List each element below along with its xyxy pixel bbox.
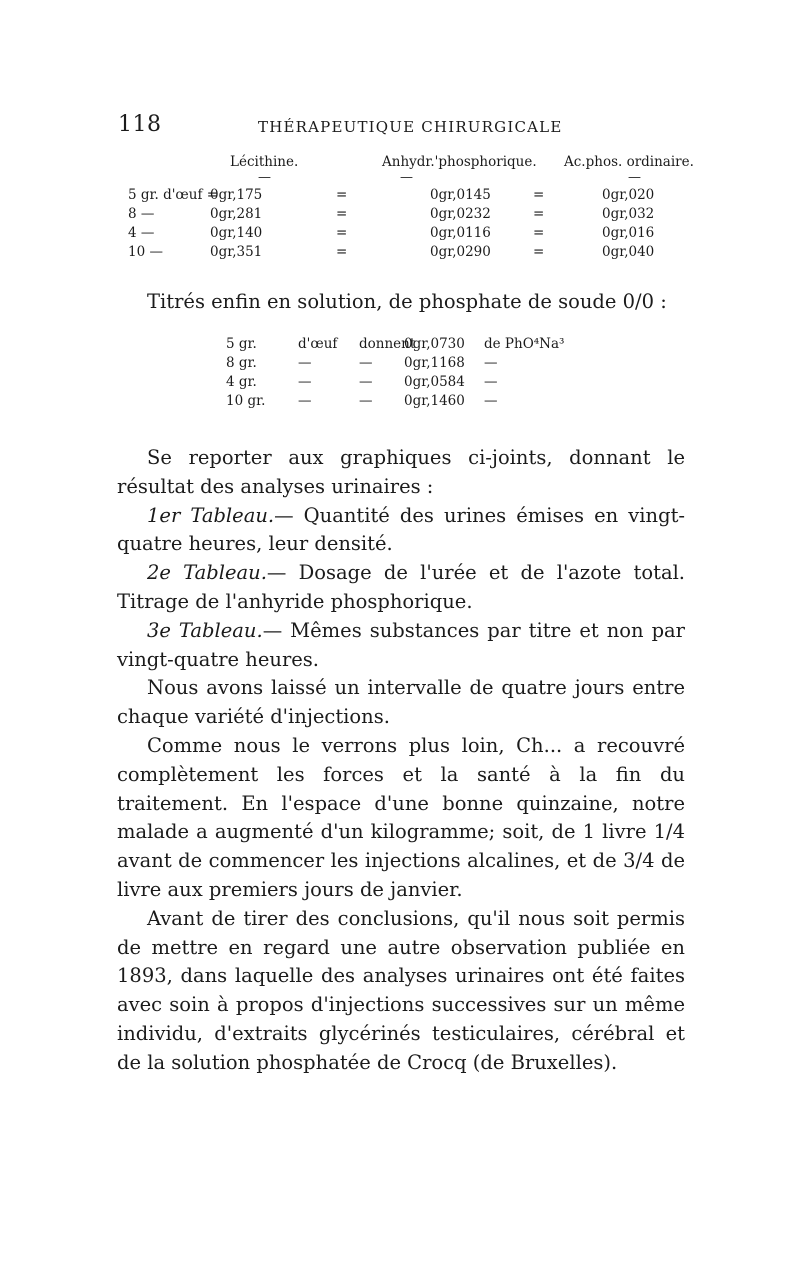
- table-row: [226, 336, 586, 355]
- row-label: 4 gr.: [226, 374, 257, 390]
- row-value: 0gr,1168: [404, 355, 465, 371]
- row-verb: donnent: [359, 336, 416, 352]
- body-text: [117, 444, 685, 1078]
- lecithine-value: 0gr,175: [210, 187, 263, 203]
- table-row: [226, 374, 586, 393]
- header-dash: —: [400, 170, 413, 185]
- col-header-acide: Ac.phos. ordinaire.: [564, 154, 694, 170]
- running-title: THÉRAPEUTIQUE CHIRURGICALE: [258, 118, 563, 136]
- equals-sign: =: [336, 244, 348, 260]
- acide-value: 0gr,032: [602, 206, 655, 222]
- paragraph-text: — Mêmes substances par titre et non par vingt-quatre heures.: [117, 618, 685, 671]
- section-heading: Titrés enfin en solution, de phosphate de soude 0/0 :: [147, 290, 667, 313]
- table-row: [226, 393, 586, 412]
- row-subject: —: [298, 355, 312, 371]
- tableau-label: 2e Tableau.: [147, 561, 267, 585]
- paragraph: Se reporter aux graphiques ci-joints, donnant le résultat des analyses urinaires :: [117, 446, 685, 498]
- col-header-anhydride: Anhydr.'phosphorique.: [382, 154, 537, 170]
- paragraph-text: — Dosage de l'urée et de l'azote total. Titrage de l'anhyride phosphorique.: [117, 561, 686, 613]
- row-unit: —: [484, 355, 498, 371]
- header-dash: —: [628, 170, 641, 185]
- anhydride-value: 0gr,0145: [430, 187, 491, 203]
- paragraph: Avant de tirer des conclusions, qu'il nous soit permis de mettre en regard une autre observation publiée en 1893, dans laquelle des analyses urinaires ont été faites avec soin à propos d'injections successives sur un même individu, d'extraits glycérinés testiculaires, cérébral et de la solution phosphatée de Crocq (de Bruxelles).: [117, 906, 685, 1074]
- header-dash: —: [258, 170, 271, 185]
- equals-sign: =: [533, 244, 545, 260]
- paragraph: Comme nous le verrons plus loin, Ch... a recouvré complètement les forces et la santé à la fin du traitement. En l'espace d'une bonne quinzaine, notre malade a augmenté d'un kilogramme; soit, de 1 livre 1/4 avant de commencer les injections alcalines, et de 3/4 de livre aux premiers jours de janvier.: [117, 733, 685, 901]
- row-value: 0gr,0584: [404, 374, 465, 390]
- row-label: 5 gr. d'œuf =: [128, 187, 219, 203]
- row-subject: —: [298, 374, 312, 390]
- paragraph-text: — Quantité des urines émises en vingt-quatre heures, leur densité.: [117, 503, 685, 556]
- table2: [226, 336, 586, 412]
- equals-sign: =: [533, 225, 545, 241]
- tableau-label: 3e Tableau.: [147, 618, 263, 642]
- table-row: [118, 225, 698, 244]
- page-number: 118: [118, 112, 162, 137]
- table1: [118, 187, 698, 263]
- lecithine-value: 0gr,140: [210, 225, 263, 241]
- running-header: [118, 112, 678, 142]
- equals-sign: =: [533, 206, 545, 222]
- row-label: 8 —: [128, 206, 155, 222]
- table-row: [118, 187, 698, 206]
- anhydride-value: 0gr,0116: [430, 225, 491, 241]
- paragraph: [117, 559, 685, 617]
- tableau-label: 1er Tableau.: [147, 503, 275, 527]
- lecithine-value: 0gr,351: [210, 244, 263, 260]
- paragraph: Nous avons laissé un intervalle de quatre jours entre chaque variété d'injections.: [117, 676, 685, 729]
- paragraph: [117, 617, 685, 675]
- anhydride-value: 0gr,0290: [430, 244, 491, 260]
- row-value: 0gr,0730: [404, 336, 465, 352]
- equals-sign: =: [336, 187, 348, 203]
- row-unit: de PhO⁴Na³: [484, 336, 565, 352]
- equals-sign: =: [336, 206, 348, 222]
- table-row: [118, 206, 698, 225]
- row-subject: d'œuf: [298, 336, 338, 352]
- equals-sign: =: [336, 225, 348, 241]
- row-verb: —: [359, 374, 373, 390]
- row-subject: —: [298, 393, 312, 409]
- row-verb: —: [359, 393, 373, 409]
- equals-sign: =: [533, 187, 545, 203]
- row-unit: —: [484, 374, 498, 390]
- table-row: [226, 355, 586, 374]
- acide-value: 0gr,016: [602, 225, 655, 241]
- acide-value: 0gr,020: [602, 187, 655, 203]
- lecithine-value: 0gr,281: [210, 206, 263, 222]
- row-label: 10 gr.: [226, 393, 266, 409]
- anhydride-value: 0gr,0232: [430, 206, 491, 222]
- row-label: 5 gr.: [226, 336, 257, 352]
- row-verb: —: [359, 355, 373, 371]
- row-value: 0gr,1460: [404, 393, 465, 409]
- row-unit: —: [484, 393, 498, 409]
- col-header-lecithine: Lécithine.: [230, 154, 299, 170]
- row-label: 10 —: [128, 244, 163, 260]
- paragraph: [117, 502, 685, 560]
- row-label: 4 —: [128, 225, 155, 241]
- table-row: [118, 244, 698, 263]
- row-label: 8 gr.: [226, 355, 257, 371]
- acide-value: 0gr,040: [602, 244, 655, 260]
